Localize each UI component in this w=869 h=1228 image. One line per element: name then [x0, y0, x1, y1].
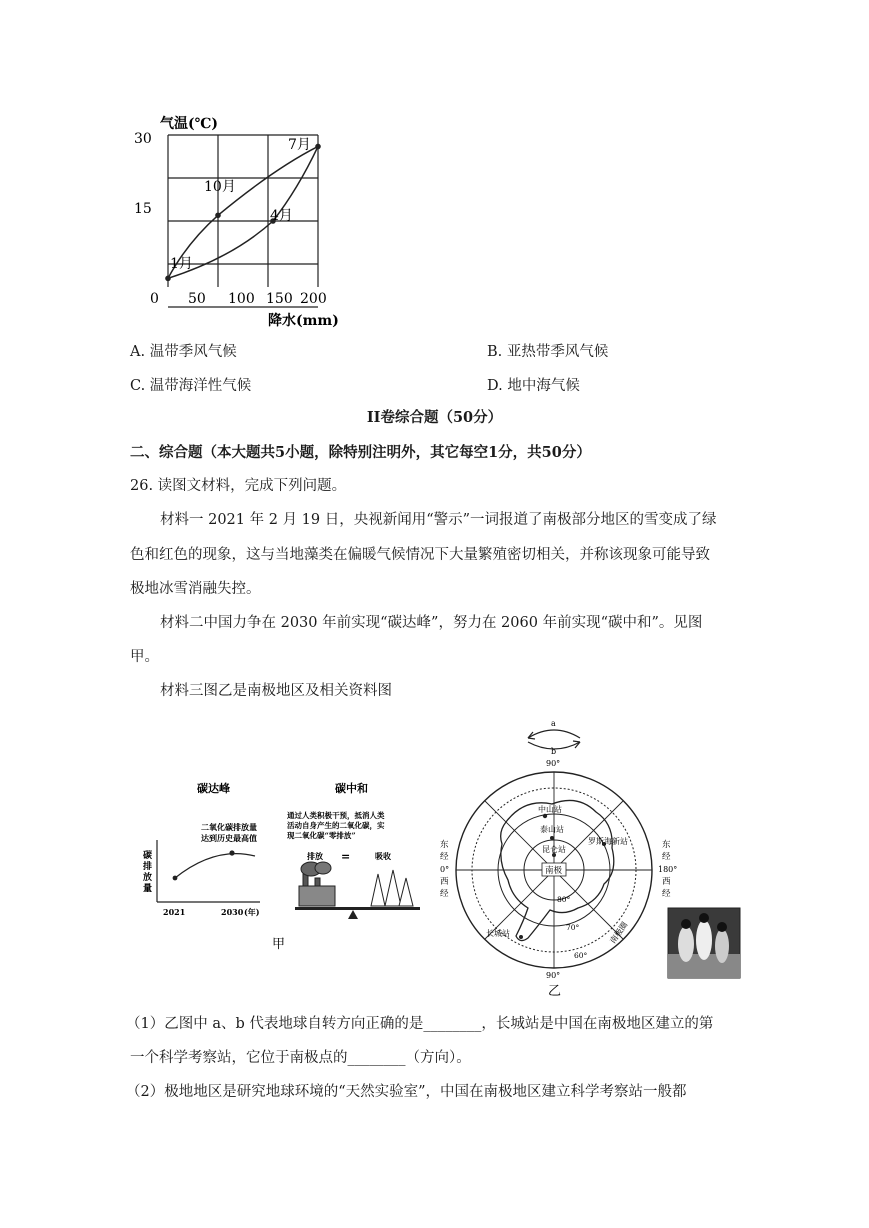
question-1-line-1: （1）乙图中 a、b 代表地球自转方向正确的是________，长城站是中国在南极地区建立的第 [126, 1016, 714, 1032]
emission-curve [175, 854, 255, 878]
y-label-char-3: 放 [143, 873, 153, 883]
x-label-2021: 2021 [163, 907, 186, 917]
label-90-top: 90° [546, 759, 561, 768]
x-label-unit: (年) [244, 907, 260, 917]
point-2021 [173, 876, 178, 881]
east180-char-2: 经 [662, 852, 671, 862]
material-2-line-1: 材料二中国力争在 2030 年前实现“碳达峰”，努力在 2060 年前实现“碳中和”。见图 [160, 615, 703, 631]
x-tick-50: 50 [188, 291, 206, 307]
material-1-line-2: 色和红色的现象，这与当地藻类在偏暖气候情况下大量繁殖密切相关，并称该现象可能导致 [130, 547, 710, 563]
y-label-char-1: 碳 [143, 851, 153, 861]
label-lat-60: 60° [574, 951, 588, 960]
x-tick-100: 100 [228, 291, 255, 307]
label-lat-70: 70° [566, 923, 580, 932]
peak-note-2: 达到历史最高值 [201, 833, 257, 843]
label-west-left [440, 877, 451, 899]
figure-yi [428, 712, 748, 1000]
x-tick-200: 200 [300, 291, 327, 307]
figure-yi-caption: 乙 [548, 984, 562, 999]
data-point-2 [315, 144, 321, 150]
option-d[interactable]: D. 地中海气候 [487, 378, 580, 394]
option-b[interactable]: B. 亚热带季风气候 [487, 344, 609, 360]
label-equals: = [341, 850, 351, 863]
label-90-bottom: 90° [546, 971, 561, 980]
label-changcheng: 长城站 [486, 929, 510, 938]
label-lat-80: 80° [557, 895, 571, 904]
arrow-b-label: b [551, 747, 557, 756]
option-c[interactable]: C. 温带海洋性气候 [130, 378, 252, 394]
east-char-1: 东 [440, 840, 449, 850]
chart-grid [168, 135, 318, 307]
section-title: II卷综合题（50分） [366, 409, 503, 426]
figure-jia-caption: 甲 [272, 937, 286, 952]
section-heading: 二、综合题（本大题共5小题，除特别注明外，其它每空1分，共50分） [130, 444, 591, 461]
x-tick-0: 0 [150, 291, 159, 307]
zhongshan-marker [543, 814, 547, 818]
label-jan: 1月 [170, 256, 193, 272]
option-a[interactable]: A. 温带季风气候 [130, 344, 237, 360]
question-2-line-1: （2）极地地区是研究地球环境的“天然实验室”，中国在南极地区建立科学考察站一般都 [126, 1084, 687, 1100]
y-tick-30: 30 [134, 131, 152, 147]
label-oct: 10月 [204, 179, 236, 195]
label-zero: 0° [440, 865, 450, 874]
arrow-a-label: a [551, 719, 556, 728]
label-zhongshan: 中山站 [538, 805, 562, 814]
label-taishan: 泰山站 [540, 825, 564, 834]
material-3: 材料三图乙是南极地区及相关资料图 [160, 683, 392, 699]
title-carbon-peak: 碳达峰 [197, 782, 230, 795]
label-pole: 南极 [545, 866, 563, 876]
changcheng-marker [519, 935, 523, 939]
peak-note-1: 二氧化碳排放量 [201, 822, 257, 832]
rotation-arrow-a [528, 730, 580, 738]
question-1-line-2: 一个科学考察站，它位于南极点的________（方向）。 [130, 1050, 471, 1066]
label-jul: 7月 [288, 137, 311, 153]
west-char-2: 经 [440, 889, 449, 899]
data-point-3 [215, 212, 221, 218]
balance-pivot [348, 910, 358, 919]
title-carbon-neutral: 碳中和 [335, 782, 368, 795]
y-label-char-2: 排 [143, 862, 153, 872]
west180-char-1: 西 [662, 877, 671, 887]
label-180: 180° [658, 865, 678, 874]
data-point-0 [165, 276, 171, 282]
label-east-left [440, 839, 451, 862]
neutral-note-3: 现二氧化碳“零排放” [287, 831, 356, 840]
y-label-carbon [142, 849, 155, 894]
label-kunlun: 昆仑站 [542, 845, 566, 854]
label-apr: 4月 [270, 208, 293, 224]
taishan-marker [550, 836, 554, 840]
figure-jia [135, 770, 435, 960]
climate-chart [120, 105, 350, 335]
label-rossi: 罗斯海新站 [588, 837, 628, 846]
point-2030 [229, 850, 234, 855]
y-tick-15: 15 [134, 201, 152, 217]
label-east-right [662, 839, 673, 862]
east180-char-1: 东 [662, 840, 671, 850]
west-char-1: 西 [440, 877, 449, 887]
neutral-note-1: 通过人类积极干预，抵消人类 [287, 811, 385, 820]
x-label-2030: 2030 [221, 907, 244, 917]
material-1-line-3: 极地冰雪消融失控。 [130, 581, 261, 597]
y-label-char-4: 量 [143, 884, 153, 894]
trees-icon [371, 870, 413, 906]
label-west-right [662, 877, 673, 899]
east-char-2: 经 [440, 852, 449, 862]
label-absorb: 吸收 [375, 851, 391, 861]
x-axis-title: 降水(mm) [268, 313, 339, 329]
y-axis-title: 气温(℃) [160, 116, 219, 132]
label-emit: 排放 [307, 851, 323, 861]
q26-stem: 26. 读图文材料，完成下列问题。 [130, 478, 347, 494]
factory-icon [299, 862, 335, 906]
neutral-note-2: 活动自身产生的二氧化碳，实 [287, 821, 385, 830]
balance-beam [295, 907, 420, 910]
x-tick-150: 150 [266, 291, 293, 307]
label-antarctic-circle: 南极圈 [608, 920, 630, 946]
west180-char-2: 经 [662, 889, 671, 899]
material-1-line-1: 材料一 2021 年 2 月 19 日，央视新闻用“警示”一词报道了南极部分地区的雪变成了绿 [160, 512, 717, 528]
material-2-line-2: 甲。 [130, 649, 159, 665]
penguin-photo [668, 908, 740, 978]
